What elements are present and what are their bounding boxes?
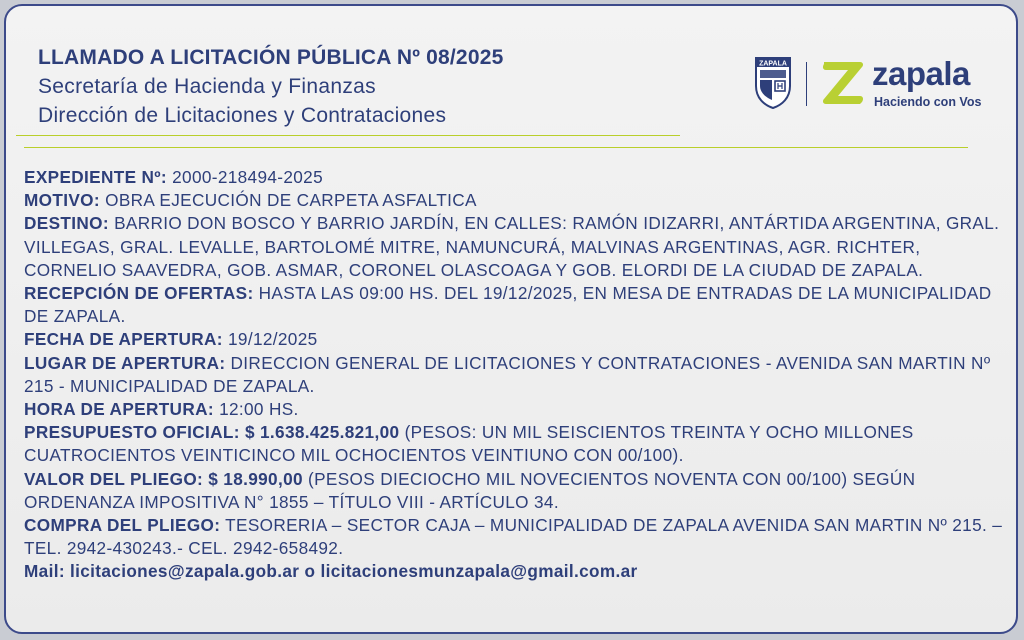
compra-label: COMPRA DEL PLIEGO: xyxy=(24,515,221,536)
city-shield-icon xyxy=(754,56,792,110)
direccion-line: Dirección de Licitaciones y Contrataciones xyxy=(38,104,447,127)
zapala-logo xyxy=(754,54,994,116)
lugar-row xyxy=(24,352,1014,398)
lugar-value: DIRECCION GENERAL DE LICITACIONES Y CONTRATACIONES - AVENIDA SAN MARTIN Nº 215 - MUNICIPALIDAD DE ZAPALA. xyxy=(24,352,991,396)
motivo-row xyxy=(24,189,1014,212)
lugar-label: LUGAR DE APERTURA: xyxy=(24,352,226,373)
notice-card xyxy=(4,4,1018,634)
valor-amount: $ 18.990,00 xyxy=(208,468,303,489)
notice-title: LLAMADO A LICITACIÓN PÚBLICA Nº 08/2025 xyxy=(38,46,504,69)
recepcion-value: HASTA LAS 09:00 HS. DEL 19/12/2025, EN MESA DE ENTRADAS DE LA MUNICIPALIDAD DE ZAPALA. xyxy=(24,283,992,327)
logo-separator xyxy=(806,62,807,106)
compra-row xyxy=(24,514,1014,560)
expediente-value: 2000-218494-2025 xyxy=(172,167,323,187)
secretaria-line: Secretaría de Hacienda y Finanzas xyxy=(38,75,376,98)
hora-label: HORA DE APERTURA: xyxy=(24,399,214,420)
recepcion-row xyxy=(24,282,1014,328)
presupuesto-text: (PESOS: UN MIL SEISCIENTOS TREINTA Y OCHO MILLONES CUATROCIENTOS VEINTICINCO MIL OCHOCIENTOS VEINTIUNO CON 00/100). xyxy=(24,422,914,466)
fecha-label: FECHA DE APERTURA: xyxy=(24,329,223,350)
recepcion-label: RECEPCIÓN DE OFERTAS: xyxy=(24,283,254,304)
presupuesto-label: PRESUPUESTO OFICIAL: xyxy=(24,422,240,443)
brand-tagline: Haciendo con Vos xyxy=(874,95,982,109)
z-brand-icon xyxy=(820,58,866,108)
valor-label: VALOR DEL PLIEGO: xyxy=(24,468,204,489)
destino-row xyxy=(24,212,1014,282)
presupuesto-row xyxy=(24,421,1014,467)
hora-row xyxy=(24,398,1014,421)
valor-text: (PESOS DIECIOCHO MIL NOVECIENTOS NOVENTA CON 00/100) SEGÚN ORDENANZA IMPOSITIVA N° 1855 – TÍTULO VIII - ARTÍCULO 34. xyxy=(24,468,916,512)
fecha-value: 19/12/2025 xyxy=(228,329,318,350)
compra-value: TESORERIA – SECTOR CAJA – MUNICIPALIDAD DE ZAPALA AVENIDA SAN MARTIN Nº 215. – TEL. 2942-430243.- CEL. 2942-658492. xyxy=(24,515,1003,559)
hora-value: 12:00 HS. xyxy=(219,399,299,420)
presupuesto-amount: $ 1.638.425.821,00 xyxy=(244,422,400,443)
motivo-value: OBRA EJECUCIÓN DE CARPETA ASFALTICA xyxy=(105,190,477,211)
svg-text:ZAPALA: ZAPALA xyxy=(759,60,787,68)
header xyxy=(38,44,503,130)
expediente-label: EXPEDIENTE Nº: xyxy=(24,167,167,187)
mail-line[interactable]: Mail: licitaciones@zapala.gob.ar o licitacionesmunzapala@gmail.com.ar xyxy=(24,561,638,582)
destino-label: DESTINO: xyxy=(24,213,109,234)
valor-row xyxy=(24,468,1014,514)
divider-short xyxy=(16,135,680,136)
notice-body xyxy=(24,166,1014,584)
fecha-row xyxy=(24,328,1014,351)
destino-value: BARRIO DON BOSCO Y BARRIO JARDÍN, EN CALLES: RAMÓN IDIZARRI, ANTÁRTIDA ARGENTINA, GRAL. VILLEGAS, GRAL. LEVALLE, BARTOLOMÉ MITRE, NAMUNCURÁ, MALVINAS ARGENTINAS, AGR. RICHTER, CORNELIO SAAVEDRA, GOB. ASMAR, CORONEL OLASCOAGA Y GOB. ELORDI DE LA CIUDAD DE ZAPALA. xyxy=(24,213,1000,280)
brand-name: zapala xyxy=(872,55,970,92)
motivo-label: MOTIVO: xyxy=(24,190,100,211)
divider-long xyxy=(24,147,968,148)
expediente-row xyxy=(24,166,1014,189)
